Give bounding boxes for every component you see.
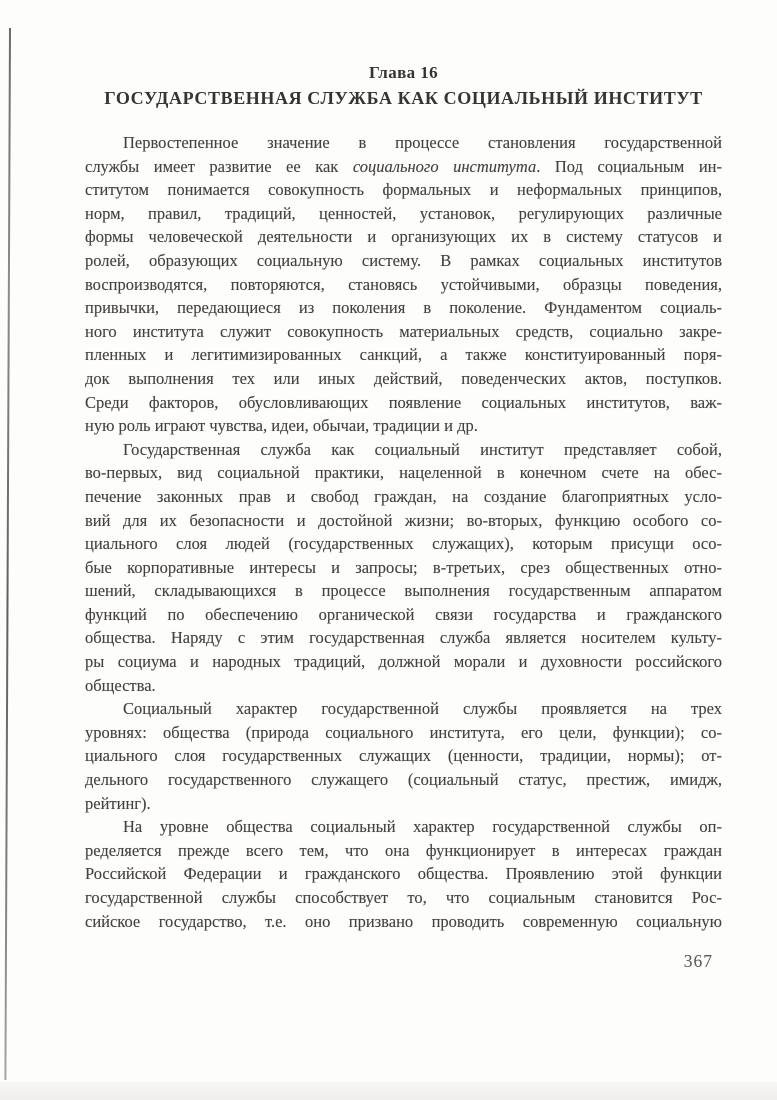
text-line: уровнях: общества (природа социального института, его цели, функции); со- [85,722,722,742]
text-line: циального слоя людей (государственных служащих), которым присущи осо- [85,534,722,554]
text-line: формы человеческой деятельности и организующих их в систему статусов и [85,227,722,247]
text-line: общества. [85,675,156,695]
text-line: ную роль играют чувства, идеи, обычаи, традиции и др. [85,416,478,436]
text-line: дельного государственного служащего (социальный статус, престиж, имидж, [85,770,722,790]
text-line: рейтинг). [85,793,151,813]
text-line: шений, складывающихся в процессе выполнения государственным аппаратом [85,581,722,601]
text-line: сийское государство, т.е. оно призвано проводить современную социальную [85,911,722,931]
body-text [85,131,722,933]
text-line: На уровне общества социальный характер государственной службы оп- [123,817,722,837]
text-line: службы имеет развитие ее как социального института. Под социальным ин- [85,156,722,176]
text-line: общества. Наряду с этим государственная служба является носителем культу- [85,628,722,648]
text-line: Государственная служба как социальный институт представляет собой, [123,439,722,459]
chapter-label: Глава 16 [368,63,439,82]
text-line: ределяется прежде всего тем, что она функционирует в интересах граждан [85,840,722,860]
page-heading [85,63,722,109]
paragraph [85,438,722,698]
paragraph [85,697,722,815]
text-line: Социальный характер государственной службы проявляется на трех [123,699,722,719]
text-line: норм, правил, традиций, ценностей, установок, регулирующих различные [85,203,722,223]
paragraph [85,131,722,438]
scan-bottom-shadow [0,1082,777,1100]
text-line: пленных и легитимизированных санкций, а также конституированный поря- [85,345,722,365]
page-number: 367 [683,951,713,971]
text-line: Российской Федерации и гражданского общества. Проявлению этой функции [85,864,722,884]
text-line: печение законных прав и свобод граждан, на создание благоприятных усло- [85,486,722,506]
text-line: ры социума и народных традиций, должной морали и духовности российского [85,652,722,672]
text-line: бые корпоративные интересы и запросы; в-третьих, срез общественных отно- [85,557,722,577]
text-line: ролей, образующих социальную систему. В рамках социальных институтов [85,250,722,270]
text-line: ного института служит совокупность материальных средств, социально закре- [85,321,722,341]
text-line: циального слоя государственных служащих (ценности, традиции, нормы); от- [85,746,722,766]
text-line: воспроизводятся, повторяются, становясь устойчивыми, образцы поведения, [85,274,722,294]
text-line: док выполнения тех или иных действий, поведенческих актов, поступков. [85,368,722,388]
text-line: во-первых, вид социальной практики, нацеленной в конечном счете на обес- [85,463,722,483]
text-line: Первостепенное значение в процессе становления государственной [123,133,722,152]
text-line: функций по обеспечению органической связи государства и гражданского [85,604,722,624]
text-line: Среди факторов, обусловливающих появление социальных институтов, важ- [85,392,722,412]
text-line: вий для их безопасности и достойной жизни; во-вторых, функцию особого со- [85,510,722,530]
scan-left-edge-line [4,28,11,1080]
paragraph [85,815,722,933]
text-line: привычки, передающиеся из поколения в поколение. Фундаментом социаль- [85,298,722,318]
text-line: ститутом понимается совокупность формальных и неформальных принципов, [85,180,722,200]
text-line: государственной службы способствует то, что социальным становится Рос- [85,888,722,907]
chapter-title: ГОСУДАРСТВЕННАЯ СЛУЖБА КАК СОЦИАЛЬНЫЙ ИНСТИТУТ [104,88,703,108]
